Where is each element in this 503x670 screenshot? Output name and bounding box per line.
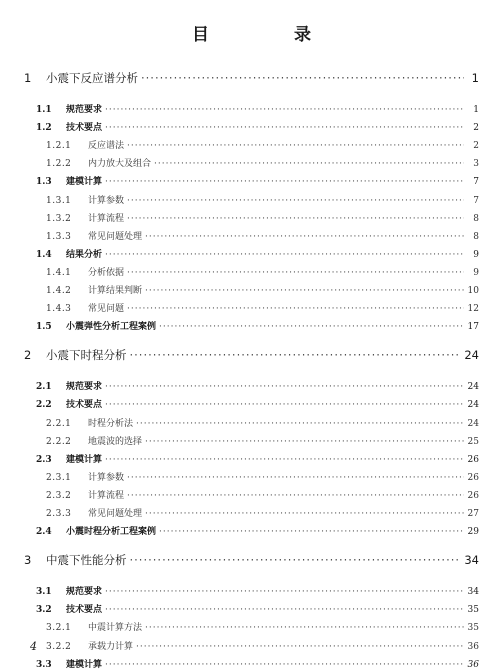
dot-leader bbox=[105, 382, 464, 392]
toc-entry-page: 25 bbox=[467, 436, 479, 447]
toc-entry[interactable] bbox=[46, 639, 479, 652]
dot-leader bbox=[127, 141, 464, 151]
toc-entry-number: 1.2.1 bbox=[46, 141, 72, 152]
toc-entry-number: 2.3.1 bbox=[46, 472, 72, 483]
toc-entry-page: 29 bbox=[467, 527, 479, 538]
toc-entry-page: 1 bbox=[473, 105, 479, 115]
toc-entry-page: 24 bbox=[464, 348, 479, 363]
toc-entry-title: 规范要求 bbox=[66, 105, 103, 115]
toc-entry[interactable] bbox=[46, 434, 479, 447]
toc-entry-number: 3.2 bbox=[36, 605, 52, 616]
toc-entry-number: 1.3 bbox=[36, 177, 52, 188]
toc-entry-page: 24 bbox=[467, 418, 479, 429]
dot-leader bbox=[130, 348, 462, 362]
dot-leader bbox=[105, 587, 464, 597]
dot-leader bbox=[105, 105, 464, 115]
toc-entry[interactable] bbox=[36, 379, 479, 392]
toc-entry[interactable] bbox=[46, 620, 479, 633]
toc-entry-page: 27 bbox=[467, 509, 479, 519]
toc-entry[interactable] bbox=[24, 70, 479, 86]
dot-leader bbox=[105, 250, 464, 260]
dot-leader bbox=[105, 177, 464, 187]
toc-entry-title: 承载力计算 bbox=[88, 641, 134, 652]
toc-entry[interactable] bbox=[36, 602, 479, 615]
toc-entry-title: 建模计算 bbox=[66, 177, 103, 188]
toc-entry-number: 2.2 bbox=[36, 400, 52, 411]
dot-leader bbox=[127, 268, 464, 278]
toc-entry-number: 1.4.1 bbox=[46, 267, 72, 278]
toc-entry[interactable] bbox=[36, 452, 479, 465]
toc-entry-number: 2.2.1 bbox=[46, 418, 72, 429]
toc-entry-title: 小震弹性分析工程案例 bbox=[66, 322, 157, 333]
toc-entry[interactable] bbox=[46, 229, 479, 242]
toc-entry-title: 计算参数 bbox=[88, 472, 125, 483]
toc-entry-number: 3.3 bbox=[36, 659, 52, 670]
dot-leader bbox=[127, 491, 464, 501]
toc-entry-title: 小震下时程分析 bbox=[46, 348, 127, 363]
toc-entry-page: 24 bbox=[467, 400, 479, 411]
toc-entry-page: 26 bbox=[467, 472, 479, 483]
toc-entry-number: 1.1 bbox=[36, 105, 52, 115]
toc-entry-number: 3 bbox=[24, 553, 32, 568]
toc-entry-page: 35 bbox=[467, 605, 479, 616]
toc-entry-page: 2 bbox=[473, 141, 479, 152]
toc-entry-page: 34 bbox=[467, 587, 479, 598]
dot-leader bbox=[145, 623, 464, 633]
toc-entry-page: 3 bbox=[473, 159, 479, 170]
toc-entry[interactable] bbox=[46, 193, 479, 206]
toc-entry-number: 1.2.2 bbox=[46, 159, 72, 170]
toc-entry-number: 1.4.3 bbox=[46, 304, 72, 315]
toc-entry-title: 内力放大及组合 bbox=[88, 159, 152, 170]
toc-entry-number: 2.4 bbox=[36, 527, 52, 538]
toc-entry-page: 10 bbox=[467, 286, 479, 296]
toc-entry[interactable] bbox=[46, 211, 479, 224]
toc-entry-title: 计算流程 bbox=[88, 490, 125, 501]
toc-entry-number: 2.1 bbox=[36, 382, 52, 393]
toc-entry-number: 3.2.1 bbox=[46, 623, 72, 634]
toc-entry-title: 计算结果判断 bbox=[88, 286, 143, 296]
dot-leader bbox=[127, 304, 464, 314]
dot-leader bbox=[159, 527, 464, 537]
toc-entry-page: 9 bbox=[473, 267, 479, 278]
toc-entry[interactable] bbox=[46, 506, 479, 519]
dot-leader bbox=[105, 660, 464, 670]
dot-leader bbox=[130, 553, 462, 567]
toc-entry-number: 3.1 bbox=[36, 587, 52, 598]
toc-entry[interactable] bbox=[36, 174, 479, 187]
toc-entry-number: 1.4 bbox=[36, 249, 52, 260]
toc-entry-title: 小震下反应谱分析 bbox=[46, 71, 138, 85]
toc-entry[interactable] bbox=[46, 416, 479, 429]
dot-leader bbox=[154, 159, 464, 169]
dot-leader bbox=[145, 286, 464, 296]
toc-entry[interactable] bbox=[36, 102, 479, 115]
toc-entry-page: 35 bbox=[467, 623, 479, 634]
toc-entry[interactable] bbox=[46, 488, 479, 501]
toc-entry-title: 建模计算 bbox=[66, 659, 103, 670]
toc-entry-number: 1 bbox=[24, 71, 32, 85]
toc-entry-title: 中震下性能分析 bbox=[46, 553, 127, 568]
toc-entry[interactable] bbox=[36, 319, 479, 332]
dot-leader bbox=[136, 642, 464, 652]
toc-entry-number: 2 bbox=[24, 348, 32, 363]
toc-entry-title: 中震计算方法 bbox=[88, 623, 143, 634]
toc-entry-title: 技术要点 bbox=[66, 400, 103, 411]
toc-entry-number: 2.3.2 bbox=[46, 490, 72, 501]
toc-entry[interactable] bbox=[24, 552, 479, 568]
toc-entry-title: 技术要点 bbox=[66, 123, 103, 134]
toc-entry[interactable] bbox=[46, 470, 479, 483]
toc-entry[interactable] bbox=[46, 156, 479, 169]
toc-entry-number: 1.3.1 bbox=[46, 195, 72, 206]
dot-leader bbox=[105, 123, 464, 133]
toc-entry-page: 2 bbox=[473, 123, 479, 134]
toc-entry[interactable] bbox=[36, 584, 479, 597]
toc-entry[interactable] bbox=[46, 283, 479, 296]
toc-entry-number: 1.3.3 bbox=[46, 231, 72, 242]
toc-entry-page: 8 bbox=[473, 231, 479, 242]
dot-leader bbox=[127, 196, 464, 206]
toc-entry-page: 26 bbox=[467, 454, 479, 465]
page-title: 目 录 bbox=[192, 25, 345, 45]
toc-entry-number: 1.5 bbox=[36, 322, 52, 333]
toc-entry-title: 规范要求 bbox=[66, 587, 103, 598]
dot-leader bbox=[105, 455, 464, 465]
toc-entry-title: 时程分析法 bbox=[88, 418, 134, 429]
toc-entry-page: 34 bbox=[464, 553, 479, 568]
toc-entry-page: 7 bbox=[473, 195, 479, 206]
toc-entry-page: 7 bbox=[473, 177, 479, 188]
toc-entry-title: 常见问题处理 bbox=[88, 231, 143, 242]
toc-entry-page: 24 bbox=[467, 382, 479, 393]
toc-entry-page: 1 bbox=[471, 71, 479, 85]
toc-entry[interactable] bbox=[36, 120, 479, 133]
toc-entry-page: 12 bbox=[467, 304, 479, 315]
toc-entry-page: 17 bbox=[467, 322, 479, 333]
toc-entry-title: 计算参数 bbox=[88, 195, 125, 206]
dot-leader bbox=[141, 71, 464, 85]
toc-entry[interactable] bbox=[36, 524, 479, 537]
toc-entry[interactable] bbox=[46, 265, 479, 278]
toc-entry[interactable] bbox=[36, 657, 479, 670]
dot-leader bbox=[127, 214, 464, 224]
dot-leader bbox=[136, 419, 464, 429]
toc-entry-number: 3.2.2 bbox=[46, 641, 72, 652]
toc-entry-title: 反应谱法 bbox=[88, 141, 125, 152]
toc-entry-number: 2.3 bbox=[36, 454, 52, 465]
toc-entry-number: 2.2.2 bbox=[46, 436, 72, 447]
toc-entry-number: 1.2 bbox=[36, 123, 52, 134]
page-number: 4 bbox=[30, 640, 37, 653]
toc-entry-page: 36 bbox=[467, 659, 479, 670]
toc-entry-title: 小震时程分析工程案例 bbox=[66, 527, 157, 538]
toc-entry-title: 计算流程 bbox=[88, 213, 125, 224]
toc-entry-page: 8 bbox=[473, 213, 479, 224]
dot-leader bbox=[127, 473, 464, 483]
dot-leader bbox=[145, 232, 464, 242]
toc-entry-number: 1.3.2 bbox=[46, 213, 72, 224]
toc-entry-page: 26 bbox=[467, 490, 479, 501]
toc-entry-number: 1.4.2 bbox=[46, 286, 72, 296]
dot-leader bbox=[145, 437, 464, 447]
toc-entry[interactable] bbox=[46, 301, 479, 314]
dot-leader bbox=[105, 400, 464, 410]
dot-leader bbox=[105, 605, 464, 615]
toc-entry[interactable] bbox=[46, 138, 479, 151]
toc-entry[interactable] bbox=[36, 247, 479, 260]
toc-entry[interactable] bbox=[24, 347, 479, 363]
toc-entry-title: 常见问题 bbox=[88, 304, 125, 315]
toc-entry-page: 36 bbox=[467, 641, 479, 652]
toc-entry-number: 2.3.3 bbox=[46, 509, 72, 519]
dot-leader bbox=[145, 509, 464, 519]
toc-entry-title: 规范要求 bbox=[66, 382, 103, 393]
toc-entry-title: 地震波的选择 bbox=[88, 436, 143, 447]
toc-entry-title: 结果分析 bbox=[66, 249, 103, 260]
toc-entry[interactable] bbox=[36, 397, 479, 410]
toc-entry-page: 9 bbox=[473, 249, 479, 260]
toc-entry-title: 常见问题处理 bbox=[88, 509, 143, 519]
toc-entry-title: 技术要点 bbox=[66, 605, 103, 616]
toc-entry-title: 分析依据 bbox=[88, 267, 125, 278]
dot-leader bbox=[159, 322, 464, 332]
toc-entry-title: 建模计算 bbox=[66, 454, 103, 465]
